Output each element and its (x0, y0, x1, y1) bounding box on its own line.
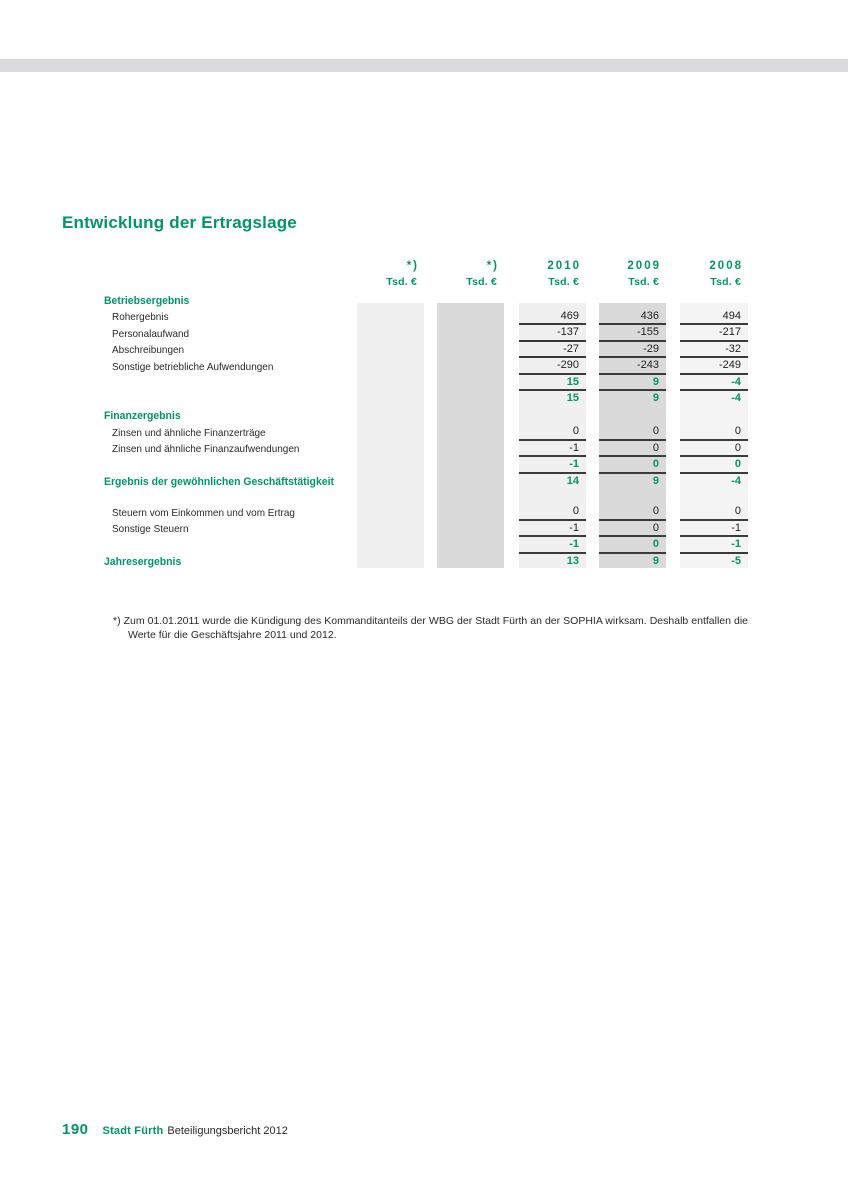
value-2008: -1 (680, 521, 748, 538)
row-label: Rohergebnis (112, 311, 169, 323)
section-label: Jahresergebnis (104, 556, 182, 568)
value-2009: 9 (599, 375, 666, 392)
table-row-abschreibungen (104, 342, 748, 359)
value-2010: 0 (519, 504, 586, 521)
row-label: Personalaufwand (112, 327, 190, 340)
col-header-2008: 2008 (709, 260, 743, 272)
section-row-betriebsergebnis (104, 292, 748, 309)
row-label: Abschreibungen (112, 344, 185, 356)
value-2008: 0 (680, 441, 748, 458)
value-2008: -217 (680, 325, 748, 342)
value-2009: 0 (599, 521, 666, 538)
footnote: *) Zum 01.01.2011 wurde die Kündigung des Kommanditanteils der WBG der Stadt Fürth an der SOPHIA wirksam. Deshalb entfallen die Werte für die Geschäftsjahre 2011 und 2012. (113, 614, 748, 641)
value-2008: -4 (731, 392, 741, 404)
value-2010: -27 (519, 342, 586, 359)
value-2009: 9 (652, 554, 659, 567)
row-label: Steuern vom Einkommen und vom Ertrag (112, 506, 295, 519)
value-2008: 0 (680, 457, 748, 474)
table-header-unit-row (104, 274, 748, 290)
value-2009: 0 (599, 441, 666, 458)
section-row-finanzergebnis (104, 408, 748, 425)
value-2008: 0 (680, 504, 748, 521)
table-row-sonstige-aufwendungen (104, 358, 748, 375)
value-2008: -4 (731, 474, 741, 487)
table-row-personalaufwand (104, 325, 748, 342)
col-unit-3: Tsd. € (548, 276, 579, 288)
table-row-steuern-einkommen (104, 504, 748, 521)
value-2010: -1 (519, 441, 586, 458)
section-label: Finanzergebnis (104, 410, 181, 422)
value-2010: -290 (519, 358, 586, 375)
value-2009: -29 (599, 342, 666, 359)
table-row-sonstige-steuern (104, 521, 748, 538)
page-footer (62, 1121, 288, 1138)
col-header-asterisk-2: *) (486, 260, 499, 272)
value-2010: 13 (566, 554, 579, 567)
earnings-table (104, 258, 748, 570)
subtotal-row-betriebsergebnis (104, 375, 748, 392)
table-header-year-row (104, 258, 748, 274)
top-divider-bar (0, 59, 848, 72)
value-2009: -155 (599, 325, 666, 342)
value-2008: -32 (680, 342, 748, 359)
value-2008: 494 (680, 309, 748, 326)
value-2010: 14 (566, 474, 579, 487)
value-2010: -1 (519, 457, 586, 474)
table-body (104, 292, 748, 570)
col-unit-1: Tsd. € (386, 276, 417, 288)
col-header-2010: 2010 (547, 260, 581, 272)
subtotal-row-finanzergebnis (104, 457, 748, 474)
page-title: Entwicklung der Ertragslage (62, 213, 297, 233)
value-2009: 0 (599, 537, 666, 554)
value-2009: 0 (599, 424, 666, 441)
table-row-finanzaufwendungen (104, 441, 748, 458)
result-row-betriebsergebnis (104, 391, 748, 408)
result-row-gewoehnliche-geschaeftstaetigkeit (104, 474, 748, 491)
col-unit-2: Tsd. € (466, 276, 497, 288)
value-2009: 436 (599, 309, 666, 326)
table-row-rohergebnis (104, 309, 748, 326)
value-2009: 0 (599, 504, 666, 521)
value-2010: -1 (519, 521, 586, 538)
row-label: Zinsen und ähnliche Finanzaufwendungen (112, 443, 300, 455)
value-2008: 0 (680, 424, 748, 441)
value-2010: -1 (519, 537, 586, 554)
col-header-asterisk-1: *) (406, 260, 419, 272)
row-label: Sonstige Steuern (112, 523, 189, 535)
value-2010: 0 (519, 424, 586, 441)
col-unit-4: Tsd. € (628, 276, 659, 288)
section-label: Betriebsergebnis (104, 294, 190, 307)
value-2010: 469 (519, 309, 586, 326)
value-2009: 0 (599, 457, 666, 474)
value-2008: -5 (731, 554, 741, 567)
value-2009: 9 (652, 474, 659, 487)
col-unit-5: Tsd. € (710, 276, 741, 288)
value-2010: 15 (566, 392, 579, 404)
subtotal-row-steuern (104, 537, 748, 554)
row-label: Zinsen und ähnliche Finanzerträge (112, 426, 266, 439)
footer-brand: Stadt Fürth (102, 1125, 164, 1137)
value-2010: -137 (519, 325, 586, 342)
page-number: 190 (62, 1121, 89, 1138)
value-2008: -249 (680, 358, 748, 375)
col-header-2009: 2009 (627, 260, 661, 272)
value-2008: -1 (680, 537, 748, 554)
result-row-jahresergebnis (104, 554, 748, 571)
row-label: Sonstige betriebliche Aufwendungen (112, 360, 274, 373)
section-label: Ergebnis der gewöhnlichen Geschäftstätigkeit (104, 476, 334, 488)
table-row-finanzertraege (104, 424, 748, 441)
value-2008: -4 (680, 375, 748, 392)
footer-report-title: Beteiligungsbericht 2012 (167, 1125, 288, 1137)
value-2009: 9 (652, 392, 659, 404)
value-2009: -243 (599, 358, 666, 375)
value-2010: 15 (519, 375, 586, 392)
